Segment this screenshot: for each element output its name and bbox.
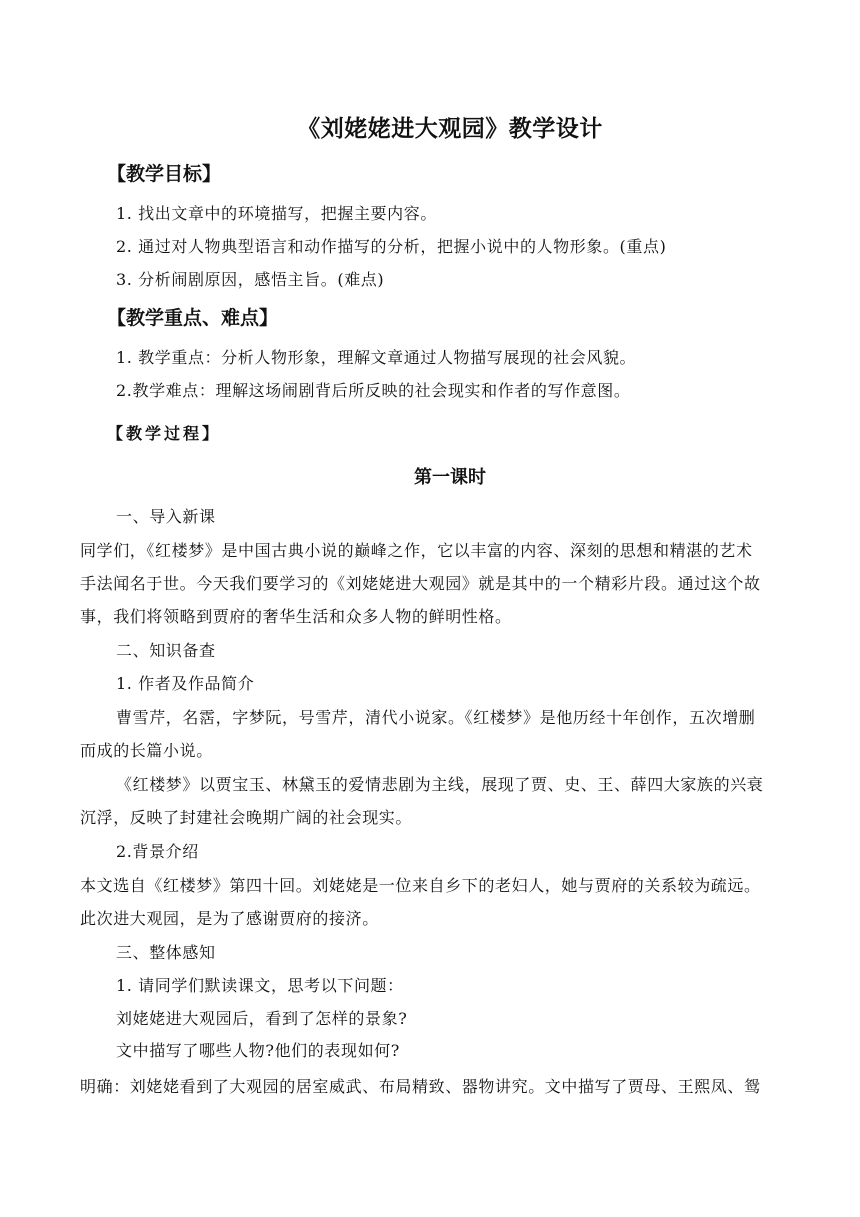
paragraph-line: 本文选自《红楼梦》第四十回。刘姥姥是一位来自乡下的老妇人，她与贾府的关系较为疏远。 <box>80 876 761 895</box>
answer-line: 明确：刘姥姥看到了大观园的居室威武、布局精致、器物讲究。文中描写了贾母、王熙凤、鸳 <box>80 1077 761 1096</box>
section-heading: 三、整体感知 <box>116 943 216 962</box>
paragraph-line: 而成的长篇小说。 <box>80 741 213 760</box>
process-heading: 【教学过程】 <box>107 424 222 443</box>
question-line: 刘姥姥进大观园后，看到了怎样的景象? <box>116 1009 408 1028</box>
subsection-heading: 1. 作者及作品简介 <box>116 674 255 693</box>
document-title: 《刘姥姥进大观园》教学设计 <box>297 116 603 142</box>
paragraph-line: 手法闻名于世。今天我们要学习的《刘姥姥进大观园》就是其中的一个精彩片段。通过这个故 <box>80 574 761 593</box>
objective-item: 3. 分析闹剧原因，感悟主旨。(难点) <box>116 270 385 289</box>
objective-item: 2. 通过对人物典型语言和动作描写的分析，把握小说中的人物形象。(重点) <box>116 237 667 256</box>
paragraph-line: 沉浮，反映了封建社会晚期广阔的社会现实。 <box>80 808 413 827</box>
focus-item: 1. 教学重点：分析人物形象，理解文章通过人物描写展现的社会风貌。 <box>116 348 637 367</box>
objective-item: 1. 找出文章中的环境描写，把握主要内容。 <box>116 204 437 223</box>
focus-item: 2.教学难点：理解这场闹剧背后所反映的社会现实和作者的写作意图。 <box>116 381 631 400</box>
objectives-heading: 【教学目标】 <box>107 163 222 185</box>
paragraph-line: 此次进大观园，是为了感谢贾府的接济。 <box>80 909 379 928</box>
question-line: 文中描写了哪些人物?他们的表现如何? <box>116 1041 400 1060</box>
paragraph-line: 同学们，《红楼梦》是中国古典小说的巅峰之作，它以丰富的内容、深刻的思想和精湛的艺术 <box>80 541 753 560</box>
paragraph-line: 曹雪芹，名霑，字梦阮，号雪芹，清代小说家。《红楼梦》是他历经十年创作，五次增删 <box>116 708 756 727</box>
paragraph-line: 事，我们将领略到贾府的奢华生活和众多人物的鲜明性格。 <box>80 607 512 626</box>
focus-heading: 【教学重点、难点】 <box>107 307 279 329</box>
paragraph-line: 《红楼梦》以贾宝玉、林黛玉的爱情悲剧为主线，展现了贾、史、王、薛四大家族的兴衰 <box>116 775 764 794</box>
task-line: 1. 请同学们默读课文，思考以下问题： <box>116 976 404 995</box>
section-heading: 一、导入新课 <box>116 507 216 526</box>
section-heading: 二、知识备查 <box>116 641 216 660</box>
subsection-heading: 2.背景介绍 <box>116 842 199 861</box>
lesson-title: 第一课时 <box>414 467 486 488</box>
